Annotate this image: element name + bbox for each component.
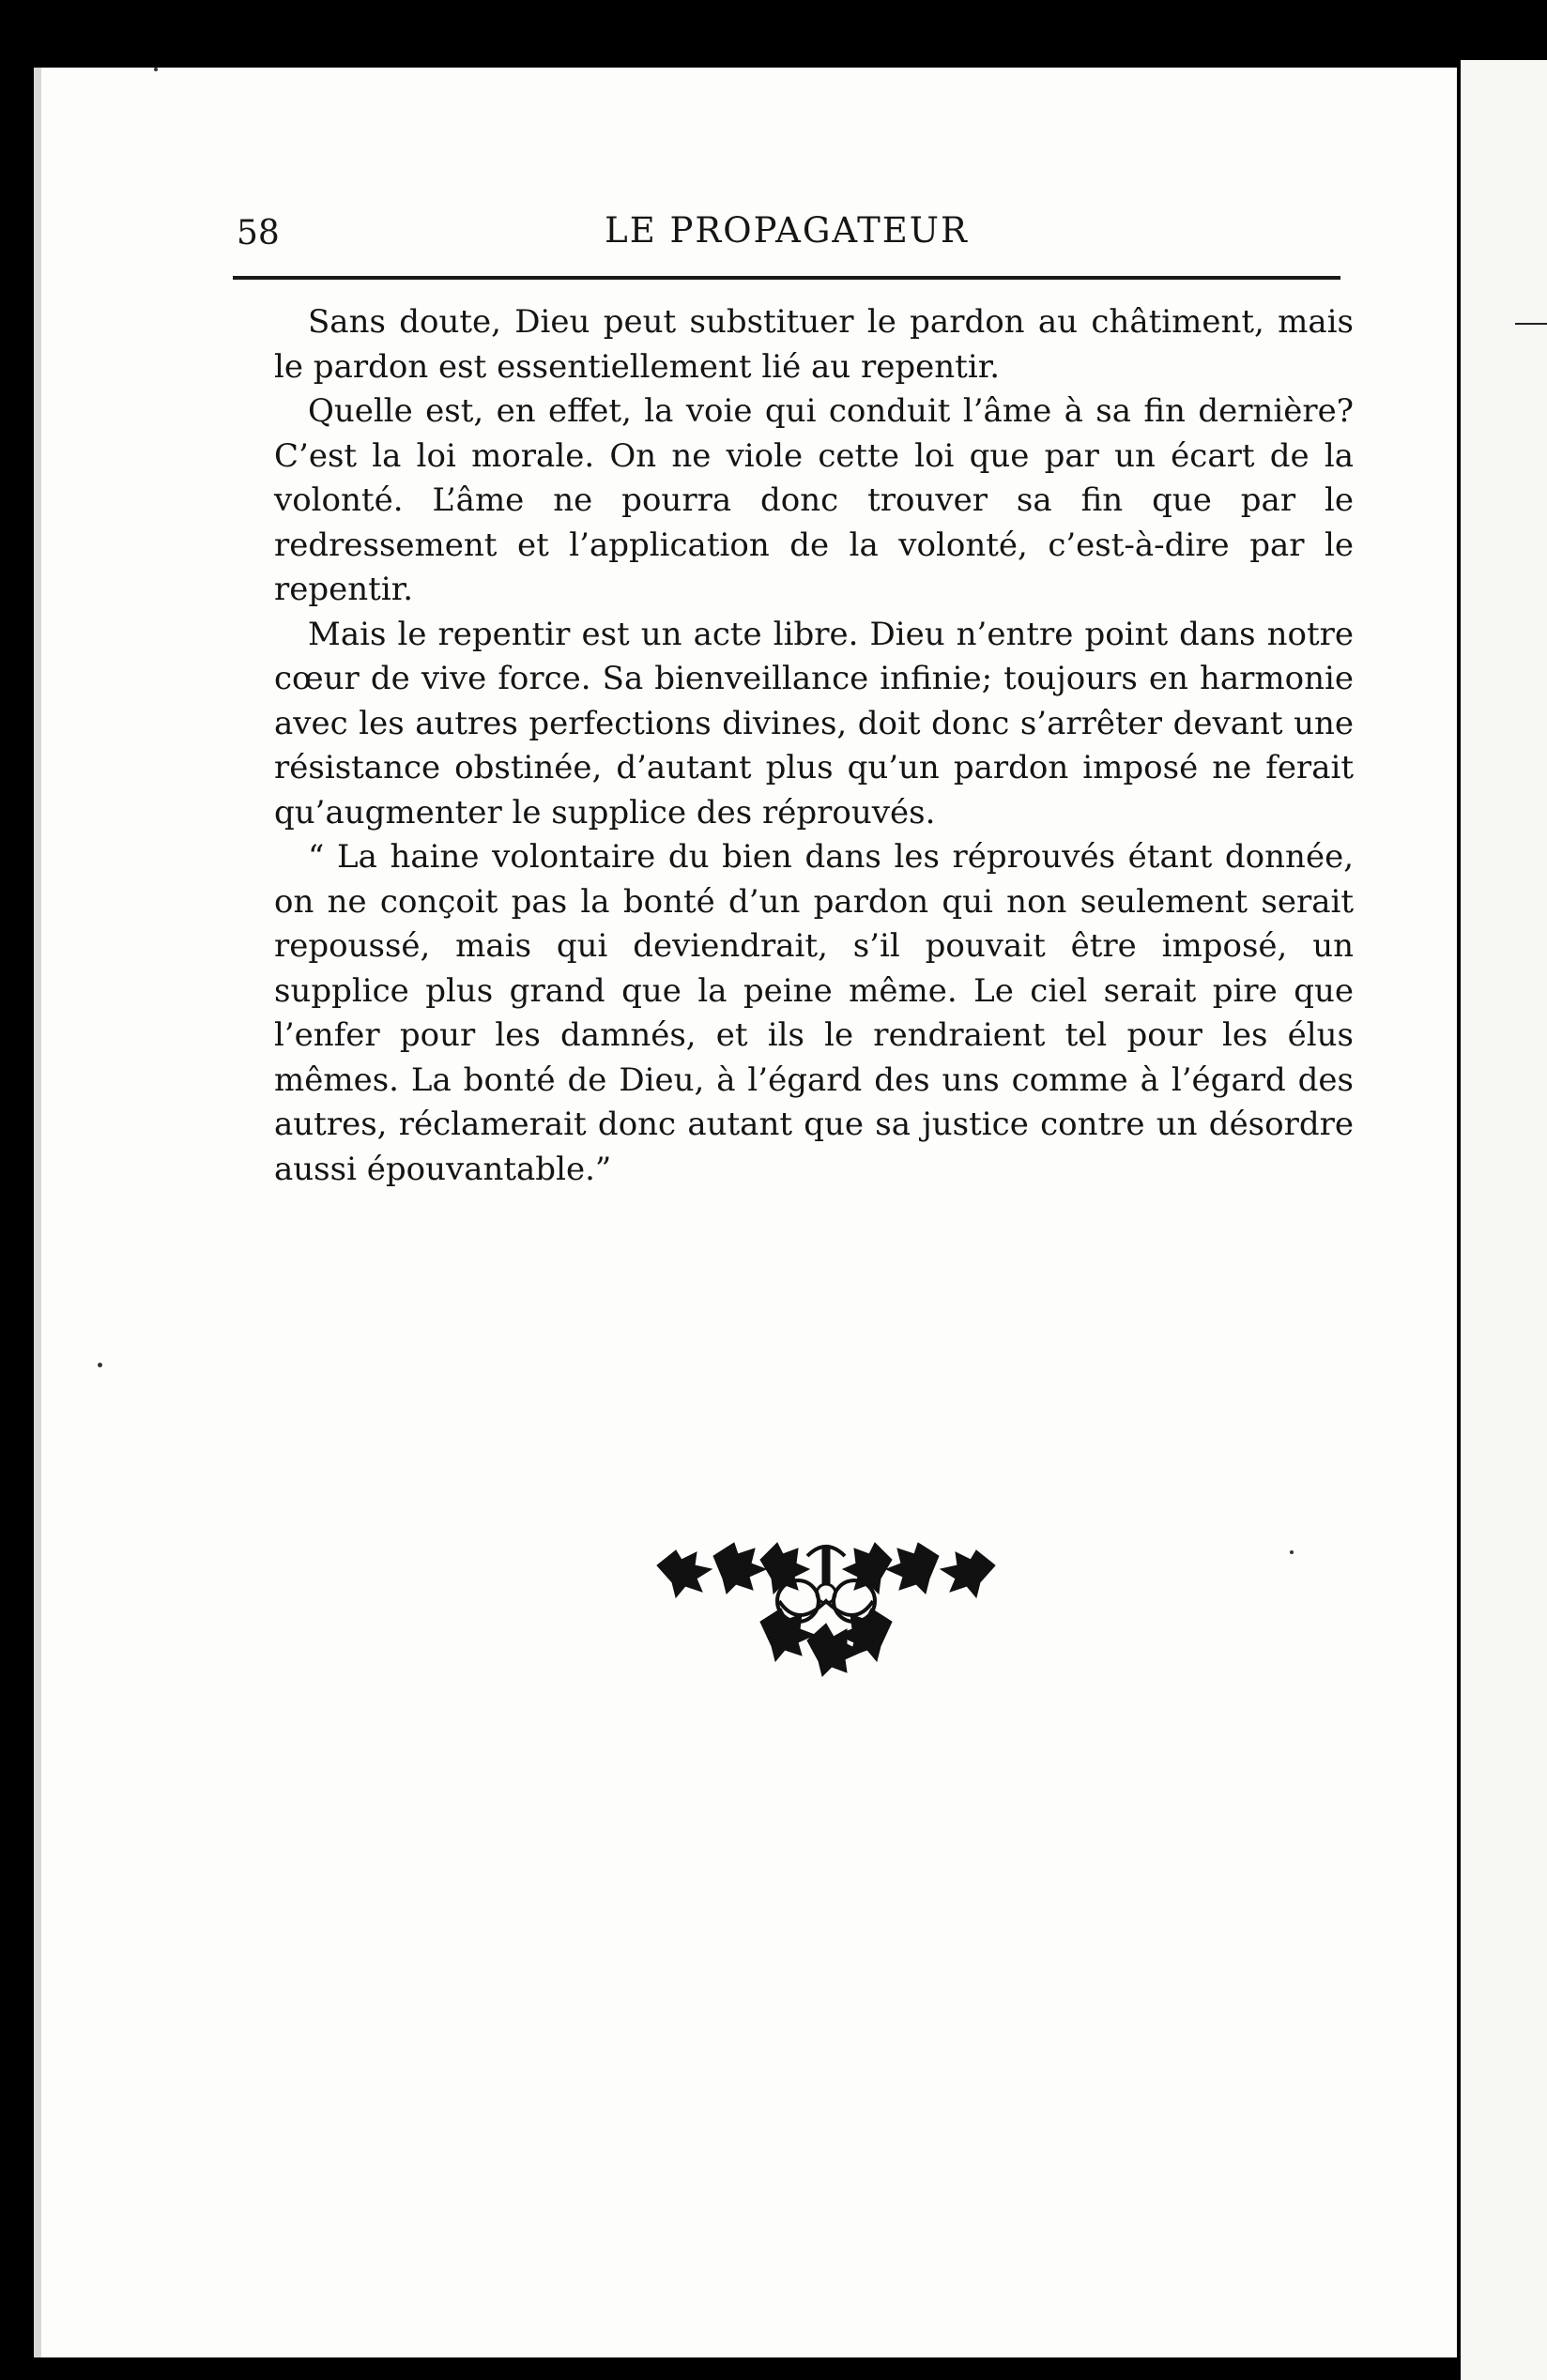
paragraph: Sans doute, Dieu peut substituer le pardon au châtiment, mais le pardon est essentiellement lié au repentir.: [274, 303, 1354, 386]
scan-speck: [1290, 1550, 1294, 1554]
paragraph: “ La haine volontaire du bien dans les réprouvés étant donnée, on ne conçoit pas la bonté d’un pardon qui non seulement serait repoussé, mais qui deviendrait, s’il pouvait être imposé, un supplice plus grand que la peine même. Le ciel serait pire que l’enfer pour les damnés, et ils le rendraient tel pour les élus mêmes. La bonté de Dieu, à l’égard des uns comme à l’égard des autres, réclamerait donc autant que sa justice contre un désordre aussi épouvantable.”: [274, 838, 1354, 1188]
adjacent-page-edge: [1461, 60, 1547, 2380]
header-rule: [233, 276, 1340, 280]
paragraph: Mais le repentir est un acte libre. Dieu n’entre point dans notre cœur de vive force. Sa bienveillance infinie; toujours en harmonie avec les autres perfections divines, doit donc s’arrêter devant une résistance obstinée, d’autant plus qu’un pardon imposé ne ferait qu’augmenter le supplice des réprouvés.: [274, 615, 1354, 831]
floral-ornament-icon: [648, 1528, 1004, 1678]
scan-speck: [154, 68, 158, 71]
body-text: [274, 300, 1354, 1192]
adjacent-page-rule: [1515, 323, 1547, 325]
journal-title: LE PROPAGATEUR: [605, 210, 969, 251]
paragraph: Quelle est, en effet, la voie qui conduit l’âme à sa fin dernière? C’est la loi morale. On ne viole cette loi que par un écart de la volonté. L’âme ne pourra donc trouver sa fin que par le redressement et l’application de la volonté, c’est-à-dire par le repentir.: [274, 392, 1354, 608]
scan-speck: [98, 1363, 102, 1367]
running-header: [237, 210, 1337, 267]
page-number: 58: [237, 214, 280, 252]
